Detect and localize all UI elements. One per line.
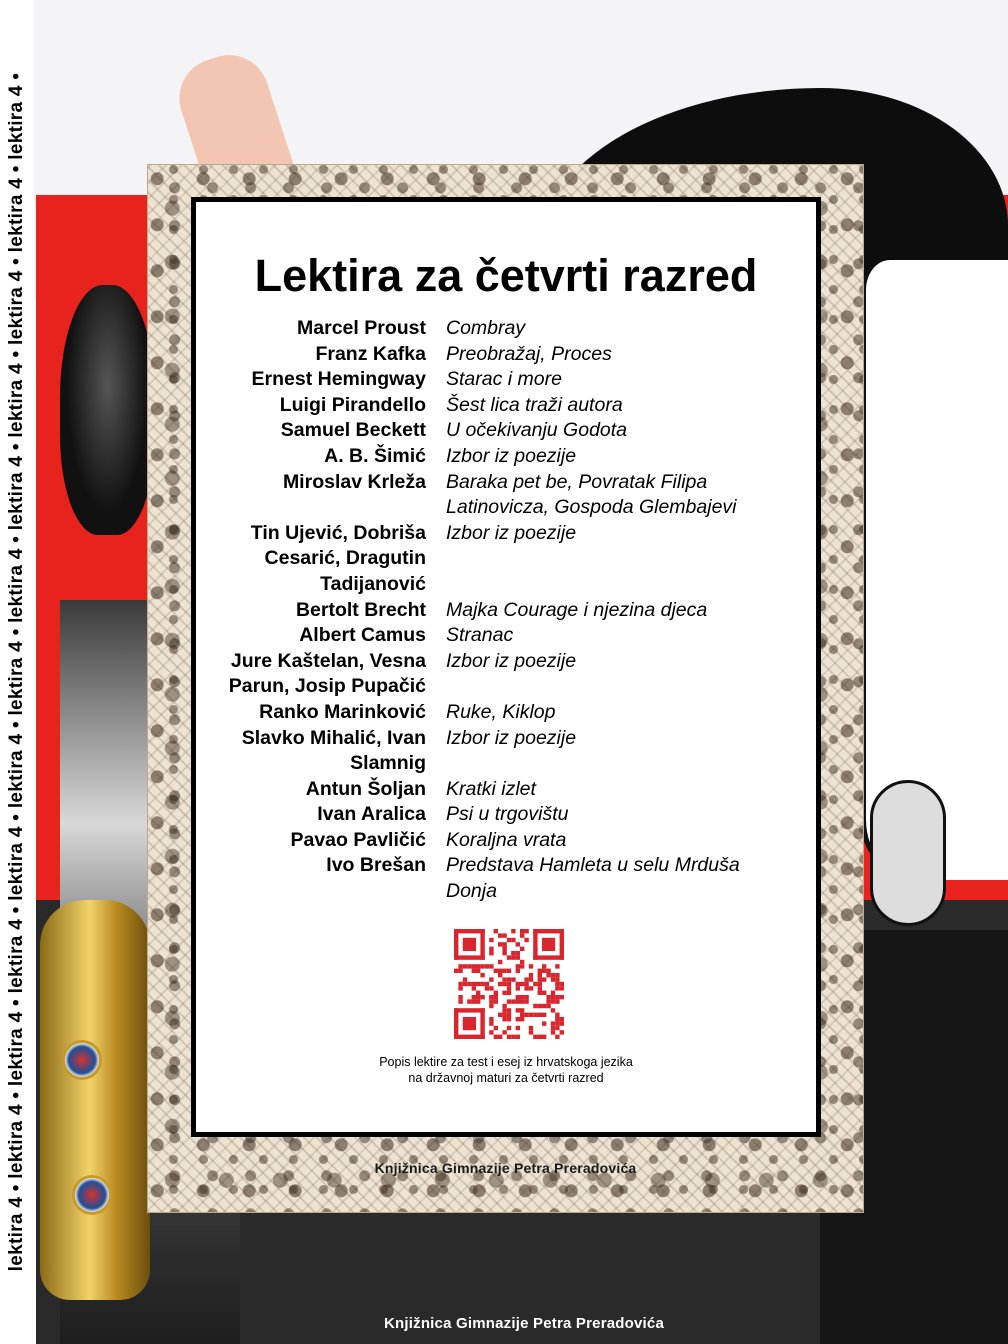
golden-censer-image	[40, 900, 150, 1300]
author-name: Jure Kaštelan, Vesna Parun, Josip Pupačić	[228, 649, 426, 698]
work-title: Šest lica traži autora	[446, 393, 623, 416]
work-title: Combray	[446, 317, 526, 339]
list-item	[196, 649, 816, 700]
list-item	[196, 444, 816, 470]
side-strip	[0, 0, 34, 1344]
qr-caption-line-2: na državnoj maturi za četvrti razred	[408, 1071, 604, 1085]
list-item	[196, 521, 816, 598]
author-name: Marcel Proust	[297, 317, 426, 339]
reading-list-card	[191, 197, 821, 1137]
list-item	[196, 470, 816, 521]
frame-footer-text: Knjižnica Gimnazije Petra Preradovića	[374, 1160, 637, 1176]
author-name: Slavko Mihalić, Ivan Slamnig	[241, 726, 426, 775]
list-item	[196, 418, 816, 444]
qr-caption-line-1: Popis lektire za test i esej iz hrvatskoga jezika	[379, 1055, 633, 1069]
author-name: Albert Camus	[299, 624, 426, 647]
work-title: Stranac	[446, 624, 514, 647]
work-title: Ruke, Kiklop	[446, 700, 556, 723]
list-item	[196, 598, 816, 624]
work-title: Psi u trgovištu	[446, 803, 569, 826]
work-title: Baraka pet be, Povratak Filipa Latinovicza, Gospoda Glembajevi	[446, 470, 737, 519]
work-title: Majka Courage i njezina djeca	[446, 598, 708, 621]
list-item	[196, 777, 816, 803]
work-title: Izbor iz poezije	[446, 726, 577, 749]
work-title: Koraljna vrata	[446, 828, 567, 851]
qr-caption	[196, 1054, 816, 1086]
list-item	[196, 853, 816, 904]
qr-code-icon[interactable]	[454, 929, 564, 1039]
author-name: A. B. Šimić	[324, 444, 426, 467]
author-name: Bertolt Brecht	[295, 598, 426, 621]
list-item	[196, 342, 816, 368]
list-item	[196, 316, 816, 342]
list-item	[196, 726, 816, 777]
work-title: U očekivanju Godota	[446, 419, 628, 442]
author-name: Ranko Marinković	[259, 700, 426, 723]
side-repeated-text: lektira 4 • lektira 4 • lektira 4 • lektira 4 • lektira 4 • lektira 4 • lektira 4 • lektira 4 • lektira 4 • lektira 4 • lektira 4 • lektira 4 • lektira 4 •	[6, 72, 27, 1272]
page-title: Lektira za četvrti razred	[254, 250, 758, 301]
author-name: Miroslav Krleža	[282, 470, 426, 493]
author-name: Samuel Beckett	[280, 419, 426, 442]
photo-ear	[870, 780, 946, 926]
list-item	[196, 367, 816, 393]
list-item	[196, 623, 816, 649]
beetle-image	[60, 285, 155, 535]
work-title: Preobražaj, Proces	[446, 342, 612, 365]
work-title: Izbor iz poezije	[446, 649, 577, 672]
work-title: Izbor iz poezije	[446, 444, 577, 467]
reading-list	[196, 316, 816, 905]
author-name: Luigi Pirandello	[279, 393, 426, 416]
list-item	[196, 393, 816, 419]
author-name: Pavao Pavličić	[290, 828, 426, 851]
author-name: Ivan Aralica	[317, 803, 426, 826]
author-name: Ernest Hemingway	[251, 368, 426, 391]
work-title: Starac i more	[446, 368, 562, 391]
work-title: Predstava Hamleta u selu Mrduša Donja	[446, 854, 740, 903]
author-name: Ivo Brešan	[326, 854, 426, 877]
censer-gem-icon	[62, 1040, 102, 1080]
list-item	[196, 802, 816, 828]
censer-gem-icon	[72, 1175, 112, 1215]
list-item	[196, 700, 816, 726]
illustrated-man-face	[860, 260, 1008, 880]
work-title: Kratki izlet	[446, 777, 536, 800]
list-item	[196, 828, 816, 854]
author-name: Antun Šoljan	[305, 777, 426, 800]
author-name: Franz Kafka	[315, 342, 426, 365]
work-title: Izbor iz poezije	[446, 521, 577, 544]
author-name: Tin Ujević, Dobriša Cesarić, Dragutin Tadijanović	[250, 521, 426, 595]
bottom-footer-text: Knjižnica Gimnazije Petra Preradovića	[383, 1315, 664, 1332]
